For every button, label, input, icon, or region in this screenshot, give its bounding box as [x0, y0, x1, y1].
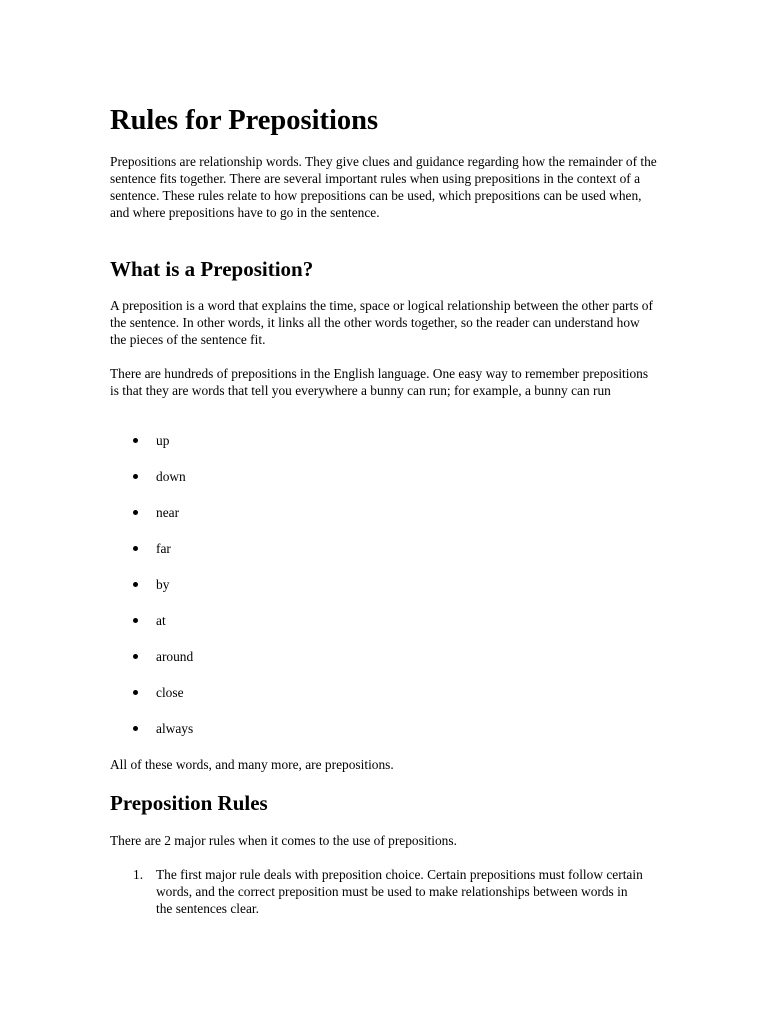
rules-intro-paragraph: There are 2 major rules when it comes to the use of prepositions. — [110, 833, 457, 848]
bullet-icon — [133, 654, 138, 659]
rules-list — [110, 866, 646, 917]
list-item: near — [110, 504, 193, 540]
list-item: at — [110, 612, 193, 648]
bullet-icon — [133, 726, 138, 731]
summary-paragraph: All of these words, and many more, are prepositions. — [110, 757, 394, 772]
page-title: Rules for Prepositions — [110, 105, 379, 136]
list-item: up — [110, 432, 193, 468]
list-number: 1. — [133, 867, 144, 882]
bullet-icon — [133, 618, 138, 623]
intro-paragraph: Prepositions are relationship words. They give clues and guidance regarding how the remainder of the sentence fits together. There are several important rules when using prepositions in the context of a sentence. These rules relate to how prepositions can be used, which prepositions can be used when, and where prepositions have to go in the sentence. — [110, 154, 657, 220]
bullet-icon — [133, 510, 138, 515]
bullet-icon — [133, 690, 138, 695]
bullet-icon — [133, 438, 138, 443]
list-item-text: The first major rule deals with preposition choice. Certain prepositions must follow certain words, and the correct preposition must be used to make relationships between words in the sentences clear. — [156, 867, 643, 916]
list-item: far — [110, 540, 193, 576]
list-item: around — [110, 648, 193, 684]
bullet-icon — [133, 474, 138, 479]
section-heading-rules: Preposition Rules — [110, 791, 268, 815]
list-item: always — [110, 720, 193, 756]
list-item: by — [110, 576, 193, 612]
bunny-paragraph: There are hundreds of prepositions in the English language. One easy way to remember prepositions is that they are words that tell you everywhere a bunny can run; for example, a bunny can run — [110, 366, 649, 398]
bullet-icon — [133, 546, 138, 551]
section-heading-what-is: What is a Preposition? — [110, 257, 314, 281]
preposition-list — [110, 432, 193, 756]
definition-paragraph: A preposition is a word that explains the time, space or logical relationship between the other parts of the sentence. In other words, it links all the other words together, so the reader can understand how the pieces of the sentence fit. — [110, 298, 653, 347]
list-item — [110, 866, 646, 917]
list-item: down — [110, 468, 193, 504]
bullet-icon — [133, 582, 138, 587]
list-item: close — [110, 684, 193, 720]
